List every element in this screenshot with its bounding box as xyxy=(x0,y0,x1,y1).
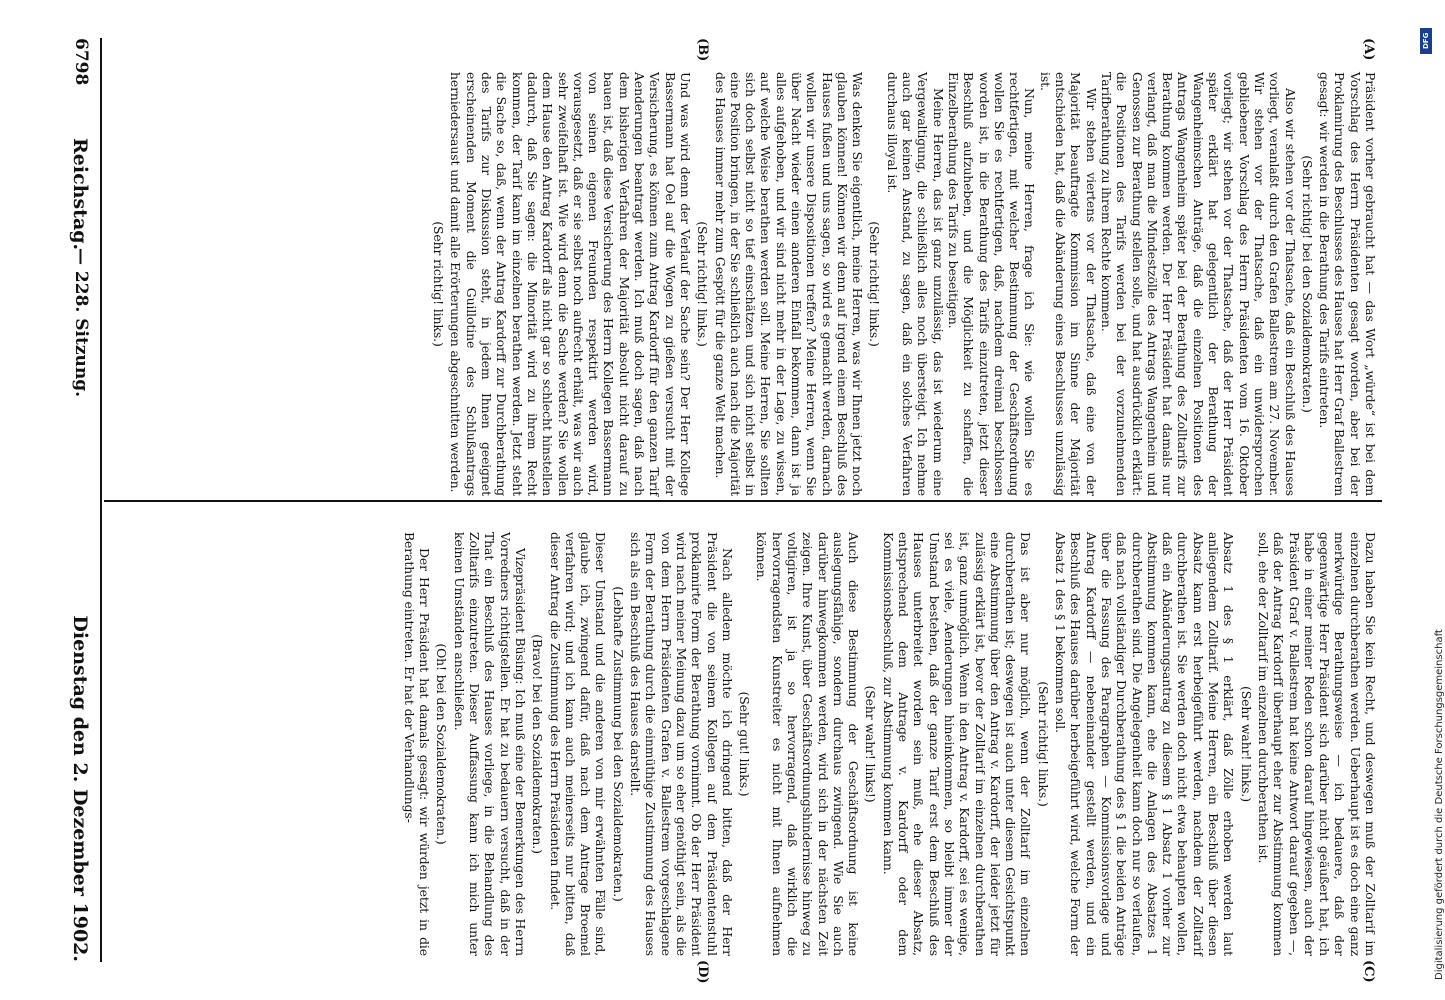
paragraph: Präsident vorher gebraucht hat — das Wort „würde“ ist bei dem Vorschlag des Herrn Präsidenten gesagt worden, aber bei der Proklamirung des Beschlusses des Hauses hat Herr Graf Ballestrem gesagt: wir werden in die Berathung des Tarifs eintreten. xyxy=(1317,72,1378,496)
header-center-title: — 228. Sitzung. xyxy=(71,248,91,398)
interjection: (Sehr richtig! bei den Sozialdemokraten.) xyxy=(1299,155,1315,413)
header-right-title: Dienstag den 2. Dezember 1902. xyxy=(69,615,91,962)
paragraph: Der Herr Präsident hat damals gesagt: wir würden jetzt in die Berathung eintreten. Er hat der Verhandlungs- xyxy=(401,532,433,956)
interjection: (Oh! bei den Sozialdemokraten.) xyxy=(434,643,450,845)
interjection: (Sehr wahr! links.) xyxy=(1238,686,1254,802)
interjection: (Bravo! bei den Sozialdemokraten.) xyxy=(530,634,546,854)
paragraph: Also wir stehen vor der Thatsache, daß ein Beschluß des Hauses vorliegt, veranlaßt durch den Grafen Ballestrem am 27. November. Wir stehen vor der Thatsache, daß ein unwidersprochen gebliebener Vorschlag des Herrn Präsidenten vom 16. Oktober vorliegt; wir stehen vor der Thatsache, daß der Herr Präsident später erklärt hat gelegentlich der Berathung der Wangenheimschen Anträge, daß die einzelnen Positionen des Antrags Wangenheim später bei der Berathung des Zolltarifs zur Berathung kommen werden. Der Herr Präsident hat damals nur verlangt, daß man die Mindestzölle des Antrags Wangenheim und Genossen zur Berathung stellen solle, und hat ausdrücklich erklärt: die Positionen des Tarifs werden bei der vorzunehmenden Tarifberathung zu ihrem Rechte kommen. xyxy=(1098,72,1298,496)
paragraph: Und was wird denn der Verlauf der Sache sein? Der Herr Kollege Bassermann hat Oel auf die Wogen zu gießen versucht mit der Versicherung, es können zum Antrag Kardorff für den ganzen Tarif Aenderungen beantragt werden. Ich muß doch sagen, daß nach dem bisherigen Verfahren der Majorität absolut nicht darauf zu bauen ist, daß diese Versicherung des Herrn Kollegen Bassermann von seinen eigenen Freunden respektirt werden wird, vorausgesetzt, daß er sie selbst noch aufrecht erhält, was wir auch sehr zweifelhaft ist. Wie wird denn die Sache werden? Sie wollen dem Hause den Antrag Kardorff als nicht gar so schlecht hinstellen dadurch, daß Sie sagen: die Minorität wird zu ihrem Recht kommen, der Tarif kann im einzelnen berathen werden. Jetzt steht die Sache so, daß, wenn der Antrag Kardorff zur Durchberathung des Tarifs zur Diskussion steht, in jedem Ihnen geeignet erscheinenden Moment die Guillotine des Schlußantrags herniedersaust und damit alle Erörterungen abgeschnitten werden. xyxy=(448,72,693,496)
paragraph: Dieser Umstand und die anderen von mir erwähnten Fälle sind, glaube ich, zwingend dafür, daß nach dem Antrage Broemel verfahren wird; und ich kann auch meinerseits nur bitten, daß dieser Antrag die Zustimmung des Herrn Präsidenten findet. xyxy=(547,532,609,956)
page-header xyxy=(63,38,97,962)
paragraph: Absatz 1 des § 1 erklärt, daß Zölle erhoben werden laut anliegendem Zolltarif. Meine Herren, ein Beschluß über diesen Absatz kann erst herbeigeführt werden, nachdem der Zolltarif durchberathen ist. Sie werden doch nicht etwa behaupten wollen, daß ein Abänderungsantrag zu diesem § 1 Absatz 1 vorher zur Abstimmung kommen kann, ehe die Anlagen des Absatzes 1 durchberathen sind. Die Angelegenheit kann doch nur so verlaufen, daß nach vollständiger Durchberathung des § 1 die beiden Anträge über die Fassung des Paragraphen — Kommissionsvorlage und Antrag Kardorff — nebeneinander gestellt werden, und ein Beschluß des Hauses darüber herbeigeführt wird, welche Form der Absatz 1 des § 1 bekommen soll. xyxy=(1053,532,1237,956)
paragraph: Nun, meine Herren, frage ich Sie: wie wollen Sie es rechtfertigen, mit welcher Bestimmung der Geschäftsordnung wollen Sie es rechtfertigen, daß, nachdem dreimal beschlossen worden ist, in die Berathung des Tarifs einzutreten, jetzt dieser Beschluß aufzuheben, und die Möglichkeit zu schaffen, die Einzelberathung des Tarifs zu beseitigen. xyxy=(945,72,1038,496)
digitization-footer xyxy=(1418,20,1445,980)
margin-label-b: (B) xyxy=(695,38,710,62)
page-number: 6798 xyxy=(71,38,91,86)
paragraph: Das ist aber nur möglich, wenn der Zolltarif im einzelnen durchberathen ist; deswegen ist auch unter diesem Gesichtspunkt eine Abstimmung über den Antrag v. Kardorff, der leider jetzt für zulässig erklärt ist, bevor der Zolltarif im einzelnen durchberathen ist, ganz unmöglich. Wenn in den Antrag v. Kardorff, sei es wenige, sei es viele, Aenderungen hineinkommen, so bleibt immer der Umstand bestehen, daß der ganze Tarif erst dem Beschluß des Hauses unterbreitet worden sein muß, ehe dieser Absatz, entsprechend dem Antrage v. Kardorff oder dem Kommissionsbeschluß, zur Abstimmung kommen kann. xyxy=(880,532,1034,956)
dfg-logo: DFG xyxy=(1420,28,1432,54)
paragraph: Auch diese Bestimmung der Geschäftsordnung ist keine auslegungsfähige, sondern durchaus zwingend. Wie Sie auch darüber hinwegkommen werden, wird sich in der nächsten Zeit zeigen. Ihre Kunst, über Geschäftsordnungshindernisse hinweg zu voltigiren, ist ja so hervorragend, daß wirklich die hervorragendsten Kunstreiter es nicht mit Ihnen aufnehmen können. xyxy=(754,532,862,956)
paragraph: Vizepräsident Büsing: Ich muß eine der Bemerkungen des Herrn Vorredners richtigstellen. Er hat zu bedauern versucht, daß in der That ein Beschluß des Hauses vorliege, in die Behandlung des Zolltarifs einzutreten. Dieser Auffassung kann ich mich unter keinen Umständen anschließen. xyxy=(451,532,528,956)
paragraph: Wir stehen viertens vor der Thatsache, daß eine von der Majorität beauftragte Kommission im Sinne der Majorität entschieden hat, daß die Abänderung eines Beschlusses unzulässig ist. xyxy=(1037,72,1099,496)
footer-text: Digitalisierung gefördert durch die Deutsche Forschungsgemeinschaft xyxy=(1434,629,1445,980)
interjection: (Sehr richtig! links.) xyxy=(431,221,447,347)
paragraph: Dazu haben Sie kein Recht, und deswegen muß der Zolltarif im einzelnen durchberathen werden. Ueberhaupt ist es doch eine ganz merkwürdige Berathungsweise — ich bedauere, daß der gegenwärtige Herr Präsident sich darüber nicht geäußert hat, ich habe in einer meiner Reden schon darauf hingewiesen, auch der Präsident Graf v. Ballestrem hat keine Antwort darauf gegeben —, daß der Antrag Kardorff überhaupt eher zur Abstimmung kommen soll, ehe der Zolltarif im einzelnen durchberathen ist. xyxy=(1255,532,1378,956)
interjection: (Sehr richtig! links.) xyxy=(1035,681,1051,807)
paragraph: Meine Herren, das ist ganz unzulässig, das ist wiederum eine Vergewaltigung, die schließlich alles noch übersteigt. Ich nehme auch gar keinen Anstand, zu sagen, daß ein solches Verfahren durchaus illoyal ist. xyxy=(884,72,946,496)
interjection: (Sehr gut! links.) xyxy=(737,691,753,797)
column-divider xyxy=(104,500,1382,502)
text-column-left xyxy=(108,72,1378,496)
paragraph: Was denken Sie eigentlich, meine Herren, was wir Ihnen jetzt noch glauben können! Können wir denn auf irgend einem Beschluß des Hauses fußen und uns sagen, so wird es gemacht werden, darnach wollen wir unsere Dispositionen treffen? Meine Herren, wenn Sie über Nacht wieder einen anderen Einfall bekommen, dann ist ja alles aufgehoben, und wir sind nicht mehr in der Lage, zu wissen, auf welche Weise berathen werden soll. Meine Herren, Sie sollten sich doch selbst nicht so tief einschätzen und sich nicht selbst in eine Position bringen, in der Sie schließlich auch nach die Majorität des Hauses immer mehr zum Gespött für die ganze Welt machen. xyxy=(712,72,866,496)
paragraph: Nach alledem möchte ich dringend bitten, daß der Herr Präsident die von seinem Kollegen auf dem Präsidentenstuhl proklamirte Form der Berathung vornimmt. Ob der Herr Präsident wird nach meiner Meinung dazu um so eher genöthigt sein, als die von dem Herrn Präsidenten Grafen v. Ballestrem vorgeschlagene Form der Berathung durch die einmüthige Zustimmung des Hauses sich als ein Beschluß des Hauses darstellt. xyxy=(628,532,735,956)
margin-label-a: (A) xyxy=(1361,38,1376,61)
text-column-right xyxy=(108,532,1378,956)
margin-label-c: (C) xyxy=(1361,960,1376,983)
header-left-title: Reichstag. xyxy=(69,138,91,251)
interjection: (Sehr richtig! links.) xyxy=(695,221,711,347)
interjection: (Sehr richtig! links.) xyxy=(867,221,883,347)
interjection: (Sehr wahr! links!) xyxy=(863,685,879,803)
margin-label-d: (D) xyxy=(695,960,710,984)
header-rule xyxy=(100,38,102,962)
interjection: (Lebhafte Zustimmung bei den Sozialdemokraten.) xyxy=(610,586,626,902)
